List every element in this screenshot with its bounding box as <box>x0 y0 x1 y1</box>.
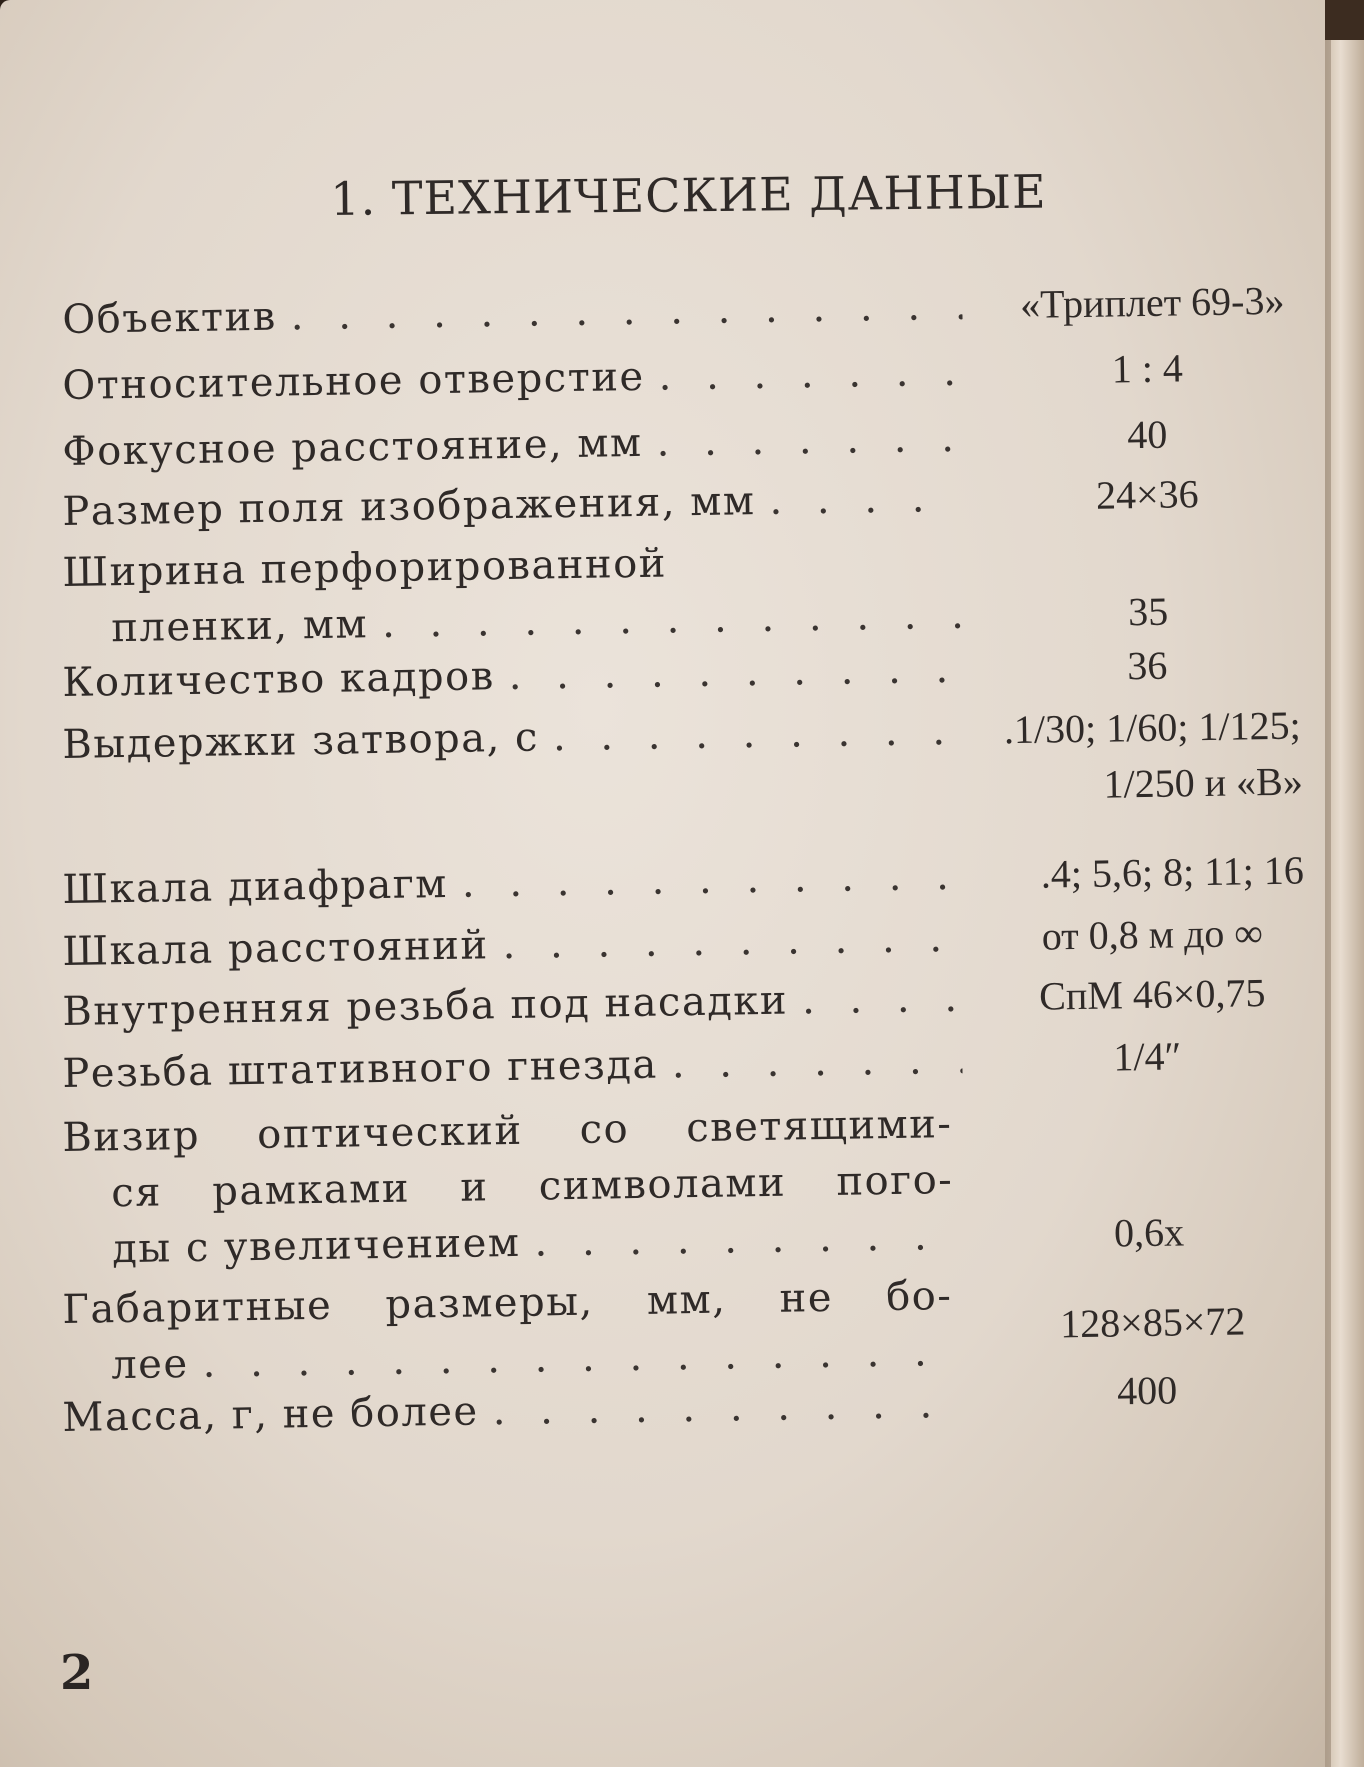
spec-value-line: 1/250 и «В» <box>1103 758 1304 807</box>
spec-value: 36 <box>1126 642 1168 689</box>
spec-row-film-width <box>62 526 1304 657</box>
spec-value: 1 : 4 <box>1111 345 1184 392</box>
spec-value-line: .1/30; 1/60; 1/125; <box>1003 702 1301 753</box>
spec-label-line: пленки, мм <box>110 601 369 652</box>
spec-label-line: Визир оптический со светящими- <box>62 1101 953 1161</box>
spec-value: «Триплет 69-3» <box>1019 277 1285 327</box>
spec-label-line: лее <box>110 1341 189 1389</box>
spec-label-line: Ширина перфорированной <box>62 540 668 596</box>
spec-label-line: ся рамками и символами пого- <box>110 1157 954 1217</box>
spec-value: 24×36 <box>1095 471 1199 518</box>
dot-leader <box>642 410 963 471</box>
page-title: 1. ТЕХНИЧЕСКИЕ ДАННЫЕ <box>330 164 1047 226</box>
spec-row-aperture <box>62 339 1303 414</box>
spec-label: Размер поля изображения, мм <box>62 478 756 535</box>
dot-leader <box>478 1376 963 1440</box>
spec-row-tripod-thread <box>62 1027 1303 1102</box>
spec-label: Выдержки затвора, с <box>62 714 540 768</box>
spec-label-line: ды с увеличением <box>111 1219 521 1273</box>
dot-leader <box>520 1208 964 1271</box>
spec-label: Масса, г, не более <box>62 1388 479 1441</box>
spec-value: СпМ 46×0,75 <box>1038 970 1266 1019</box>
spec-value: 0,6х <box>1113 1209 1185 1256</box>
spec-label: Внутренняя резьба под насадки <box>62 977 789 1035</box>
spec-label-line: Габаритные размеры, мм, не бо- <box>62 1273 953 1333</box>
spec-value: 128×85×72 <box>1059 1298 1246 1347</box>
spec-value: 1/4″ <box>1113 1033 1182 1080</box>
dot-leader <box>538 703 962 766</box>
dot-leader <box>488 910 963 973</box>
dot-leader <box>494 641 963 704</box>
dot-leader <box>657 1032 962 1093</box>
page-edge-stack <box>1325 40 1364 1767</box>
dot-leader <box>788 970 963 1029</box>
spec-value: от 0,8 м до ∞ <box>1041 910 1264 959</box>
spec-label: Фокусное расстояние, мм <box>62 419 643 475</box>
spec-label: Относительное отверстие <box>62 353 645 409</box>
spec-value: .4; 5,6; 8; 11; 16 <box>1040 847 1305 897</box>
spec-label: Шкала расстояний <box>62 922 489 975</box>
dot-leader <box>276 278 962 345</box>
spec-label: Количество кадров <box>62 653 496 706</box>
dot-leader <box>755 470 963 529</box>
spec-row-lens <box>62 273 1303 348</box>
spec-value: 40 <box>1126 411 1168 458</box>
spec-label: Резьба штативного гнезда <box>62 1041 659 1097</box>
dot-leader <box>447 848 962 912</box>
spec-value: 35 <box>1127 588 1169 635</box>
spec-value: 400 <box>1116 1367 1178 1414</box>
dot-leader <box>644 344 963 405</box>
page-number: 2 <box>60 1645 94 1701</box>
spec-label: Шкала диафрагм <box>62 860 449 913</box>
spec-row-viewfinder <box>62 1091 1304 1278</box>
spec-row-shutter-speeds <box>62 698 1304 807</box>
spec-label: Объектив <box>62 293 278 343</box>
